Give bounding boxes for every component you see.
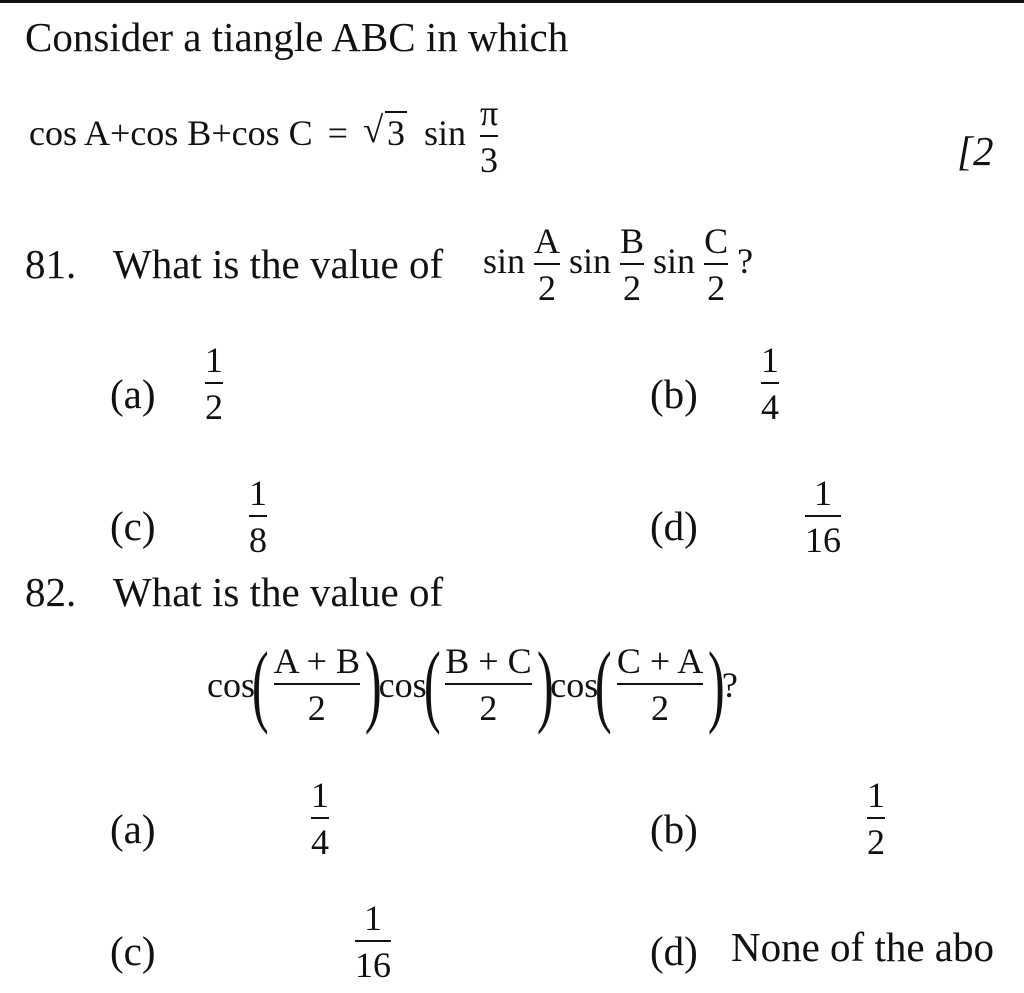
sin-function: sin <box>653 240 696 281</box>
cos-b-term: cos B <box>130 112 212 153</box>
fraction-bar <box>534 263 560 265</box>
fraction-bar <box>761 382 779 384</box>
question-mark: ? <box>737 240 754 281</box>
fraction-denominator: 2 <box>651 688 670 728</box>
q81-option-d-label: (d) <box>650 503 698 549</box>
equals-sign: = <box>327 112 348 153</box>
pi-over-three-fraction <box>480 95 498 178</box>
fraction-denominator: 3 <box>480 140 499 180</box>
q81-option-c-fraction <box>249 475 267 558</box>
left-parenthesis: ( <box>251 632 269 735</box>
question-81-text: What is the value of <box>113 241 444 287</box>
sqrt-value: 3 <box>386 112 405 153</box>
cos-a-term: cos A <box>29 112 110 153</box>
fraction-bar <box>311 817 329 819</box>
c-over-two-fraction <box>704 223 728 306</box>
fraction-denominator: 2 <box>307 688 326 728</box>
pi-symbol: π <box>479 93 499 133</box>
fraction-bar <box>355 940 391 942</box>
fraction-numerator: 1 <box>364 898 382 938</box>
reference-mark: [2 <box>957 128 994 174</box>
q81-option-b-fraction <box>761 342 779 425</box>
q81-option-a-fraction <box>205 342 223 425</box>
sin-function: sin <box>483 240 526 281</box>
fraction-denominator: 4 <box>311 822 329 862</box>
cos-function: cos <box>207 664 255 705</box>
right-parenthesis: ) <box>364 632 382 735</box>
q81-option-a-label: (a) <box>110 371 156 417</box>
cos-function: cos <box>550 664 599 705</box>
c-plus-a-over-two-fraction <box>617 643 703 726</box>
fraction-bar <box>205 382 223 384</box>
question-81-expression <box>483 223 753 306</box>
top-divider <box>0 0 1024 3</box>
q82-option-a-label: (a) <box>110 806 156 852</box>
fraction-denominator: 8 <box>249 520 267 560</box>
fraction-bar <box>274 683 360 685</box>
q82-option-a-fraction <box>311 777 329 860</box>
intro-text: Consider a tiangle ABC in which <box>25 14 569 60</box>
a-over-two-fraction <box>534 223 560 306</box>
left-parenthesis: ( <box>595 632 612 735</box>
b-plus-c-over-two-fraction <box>445 643 531 726</box>
question-82-number: 82. <box>25 569 77 615</box>
intro-equation <box>29 95 498 178</box>
fraction-denominator: 2 <box>707 268 726 308</box>
fraction-numerator: 1 <box>249 473 267 513</box>
fraction-bar <box>445 683 531 685</box>
fraction-denominator: 2 <box>867 822 885 862</box>
question-mark: ? <box>721 664 738 705</box>
sin-function: sin <box>569 240 612 281</box>
fraction-denominator: 16 <box>355 945 391 985</box>
q82-option-c-label: (c) <box>110 928 156 974</box>
b-over-two-fraction <box>620 223 644 306</box>
plus-sign: + <box>110 112 131 153</box>
fraction-denominator: 2 <box>538 268 557 308</box>
question-82-expression <box>207 632 738 735</box>
fraction-bar <box>805 515 841 517</box>
cos-c-term: cos C <box>231 112 313 153</box>
fraction-numerator: A <box>534 221 561 261</box>
fraction-numerator: 1 <box>761 340 779 380</box>
fraction-numerator: A + B <box>273 641 360 681</box>
fraction-bar <box>249 515 267 517</box>
cos-function: cos <box>378 664 427 705</box>
fraction-numerator: B + C <box>445 641 532 681</box>
fraction-numerator: 1 <box>311 775 329 815</box>
a-plus-b-over-two-fraction <box>274 643 360 726</box>
sqrt-expression <box>362 109 407 153</box>
q82-option-d-label: (d) <box>650 928 698 974</box>
fraction-denominator: 2 <box>479 688 498 728</box>
fraction-numerator: C + A <box>616 641 704 681</box>
right-parenthesis: ) <box>708 632 725 735</box>
q82-option-d-text: None of the abo <box>731 927 994 968</box>
fraction-numerator: 1 <box>205 340 223 380</box>
fraction-bar <box>617 683 703 685</box>
fraction-denominator: 16 <box>805 520 841 560</box>
question-82-text: What is the value of <box>113 569 444 615</box>
right-parenthesis: ) <box>536 632 554 735</box>
fraction-denominator: 2 <box>623 268 642 308</box>
fraction-bar <box>480 135 498 137</box>
fraction-numerator: C <box>704 221 729 261</box>
fraction-numerator: 1 <box>814 473 832 513</box>
question-81-number: 81. <box>25 241 77 287</box>
q81-option-c-label: (c) <box>110 503 156 549</box>
q82-option-c-fraction <box>355 900 391 983</box>
fraction-bar <box>620 263 644 265</box>
fraction-denominator: 2 <box>205 387 223 427</box>
fraction-bar <box>867 817 885 819</box>
fraction-denominator: 4 <box>761 387 779 427</box>
fraction-numerator: 1 <box>867 775 885 815</box>
fraction-numerator: B <box>620 221 645 261</box>
left-parenthesis: ( <box>423 632 441 735</box>
sin-function: sin <box>423 112 466 153</box>
q82-option-b-label: (b) <box>650 806 698 852</box>
plus-sign: + <box>211 112 232 153</box>
fraction-bar <box>704 263 728 265</box>
q81-option-d-fraction <box>805 475 841 558</box>
q82-option-b-fraction <box>867 777 885 860</box>
sqrt-icon: √ <box>362 109 384 151</box>
q81-option-b-label: (b) <box>650 371 698 417</box>
